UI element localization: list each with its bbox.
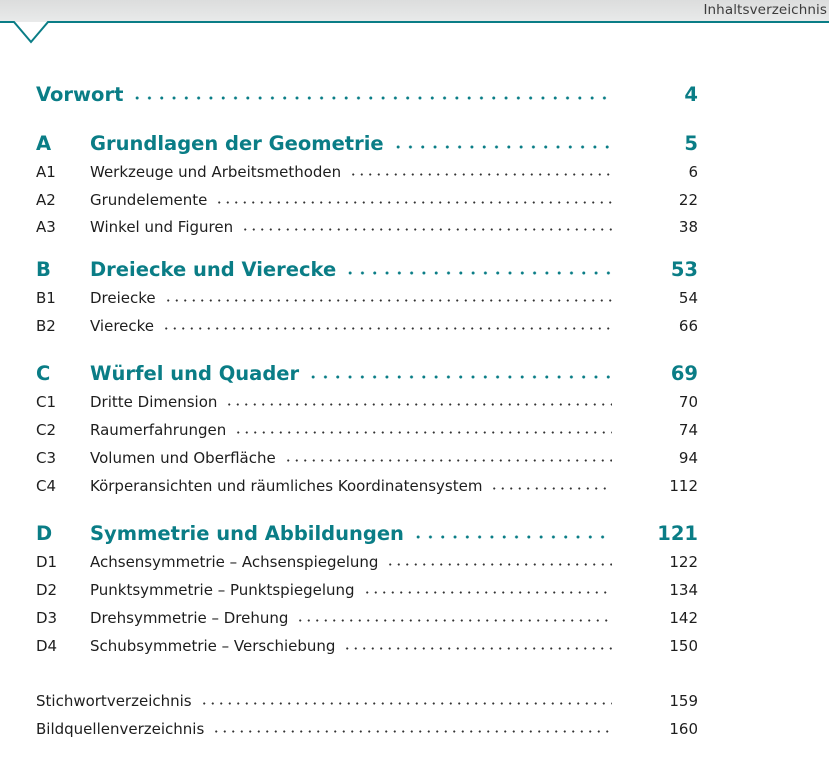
toc-section-code: A [36, 132, 52, 155]
dot-leader [284, 459, 612, 462]
toc-section-code: C [36, 362, 51, 385]
dot-leader [343, 647, 612, 650]
toc-section-title: Grundlagen der Geometrie [90, 132, 384, 155]
toc-page-number: 22 [678, 191, 698, 209]
toc-entry-code: D4 [36, 637, 58, 655]
toc-entry-title: Schubsymmetrie – Verschiebung [90, 637, 336, 655]
dot-leader [164, 299, 612, 302]
toc-entry-title: Achsensymmetrie – Achsenspiegelung [90, 553, 379, 571]
header-title: Inhaltsverzeichnis [703, 2, 827, 18]
toc-section-title: Symmetrie und Abbildungen [90, 522, 404, 545]
toc-page-number: 122 [669, 553, 698, 571]
toc-page-number: 94 [678, 449, 698, 467]
dot-leader [162, 327, 612, 330]
toc-page-number: 5 [684, 132, 698, 155]
toc-entry-code: B2 [36, 317, 56, 335]
dot-leader [344, 271, 612, 275]
toc-entry-a2[interactable] [36, 191, 698, 209]
toc-entry-title: Drehsymmetrie – Drehung [90, 609, 289, 627]
toc-entry-code: C3 [36, 449, 57, 467]
toc-entry-title: Volumen und Oberfläche [90, 449, 276, 467]
toc-entry-d4[interactable] [36, 637, 698, 655]
toc-entry-title: Grundelemente [90, 191, 208, 209]
toc-section-d[interactable] [36, 522, 698, 545]
toc-preface[interactable] [36, 83, 698, 106]
toc-entry-title: Dreiecke [90, 289, 156, 307]
toc-entry-title: Winkel und Figuren [90, 218, 234, 236]
toc-section-code: B [36, 258, 51, 281]
toc-entry-code: C2 [36, 421, 57, 439]
toc-page-number: 70 [678, 393, 698, 411]
toc-section-title: Vorwort [36, 83, 124, 106]
toc-page-number: 66 [678, 317, 698, 335]
toc-section-code: D [36, 522, 53, 545]
toc-entry-d3[interactable] [36, 609, 698, 627]
dot-leader [349, 173, 612, 176]
toc-entry-title: Dritte Dimension [90, 393, 218, 411]
toc-entry-code: D2 [36, 581, 58, 599]
dot-leader [200, 702, 612, 705]
toc-entry-code: A3 [36, 218, 56, 236]
dot-leader [296, 619, 612, 622]
toc-entry-code: C1 [36, 393, 57, 411]
toc-entry-b1[interactable] [36, 289, 698, 307]
toc-page-number: 121 [657, 522, 698, 545]
toc-entry-code: A1 [36, 163, 56, 181]
toc-entry-c4[interactable] [36, 477, 698, 495]
dot-leader [386, 563, 612, 566]
dot-leader [363, 591, 612, 594]
toc-entry-d1[interactable] [36, 553, 698, 571]
toc-page-number: 54 [678, 289, 698, 307]
toc-section-title: Würfel und Quader [90, 362, 300, 385]
toc-entry-title: Punktsymmetrie – Punktspiegelung [90, 581, 355, 599]
dot-leader [225, 403, 612, 406]
toc-entry-code: D1 [36, 553, 58, 571]
toc-index[interactable] [36, 692, 698, 710]
toc-page-number: 4 [684, 83, 698, 106]
toc-section-b[interactable] [36, 258, 698, 281]
dot-leader [392, 145, 612, 149]
dot-leader [215, 201, 612, 204]
toc-entry-a3[interactable] [36, 218, 698, 236]
toc-page-number: 6 [688, 163, 698, 181]
dot-leader [241, 228, 612, 231]
toc-page-number: 69 [670, 362, 698, 385]
dot-leader [212, 730, 612, 733]
dot-leader [131, 96, 612, 100]
toc-section-title: Dreiecke und Vierecke [90, 258, 337, 281]
toc-page-number: 112 [669, 477, 698, 495]
toc-entry-title: Werkzeuge und Arbeitsmethoden [90, 163, 342, 181]
dot-leader [234, 431, 612, 434]
dot-leader [490, 487, 612, 490]
toc-page-number: 160 [669, 720, 698, 738]
dot-leader [307, 375, 612, 379]
toc-image-credits[interactable] [36, 720, 698, 738]
toc-page-number: 150 [669, 637, 698, 655]
toc-entry-title: Körperansichten und räumliches Koordinatensystem [90, 477, 483, 495]
toc-entry-d2[interactable] [36, 581, 698, 599]
toc-entry-title: Vierecke [90, 317, 155, 335]
toc-page-number: 53 [670, 258, 698, 281]
toc-entry-c2[interactable] [36, 421, 698, 439]
toc-entry-a1[interactable] [36, 163, 698, 181]
toc-page-number: 159 [669, 692, 698, 710]
toc-section-a[interactable] [36, 132, 698, 155]
toc-entry-title: Bildquellenverzeichnis [36, 720, 205, 738]
toc-entry-code: D3 [36, 609, 58, 627]
toc-entry-title: Raumerfahrungen [90, 421, 227, 439]
toc-page-number: 74 [678, 421, 698, 439]
dot-leader [412, 535, 612, 539]
toc-entry-c3[interactable] [36, 449, 698, 467]
toc-section-c[interactable] [36, 362, 698, 385]
toc-entry-code: C4 [36, 477, 57, 495]
toc-entry-title: Stichwortverzeichnis [36, 692, 192, 710]
toc-entry-code: A2 [36, 191, 56, 209]
toc-entry-c1[interactable] [36, 393, 698, 411]
toc-page-number: 134 [669, 581, 698, 599]
toc-page-number: 142 [669, 609, 698, 627]
toc-page-number: 38 [678, 218, 698, 236]
toc-entry-b2[interactable] [36, 317, 698, 335]
toc-entry-code: B1 [36, 289, 56, 307]
